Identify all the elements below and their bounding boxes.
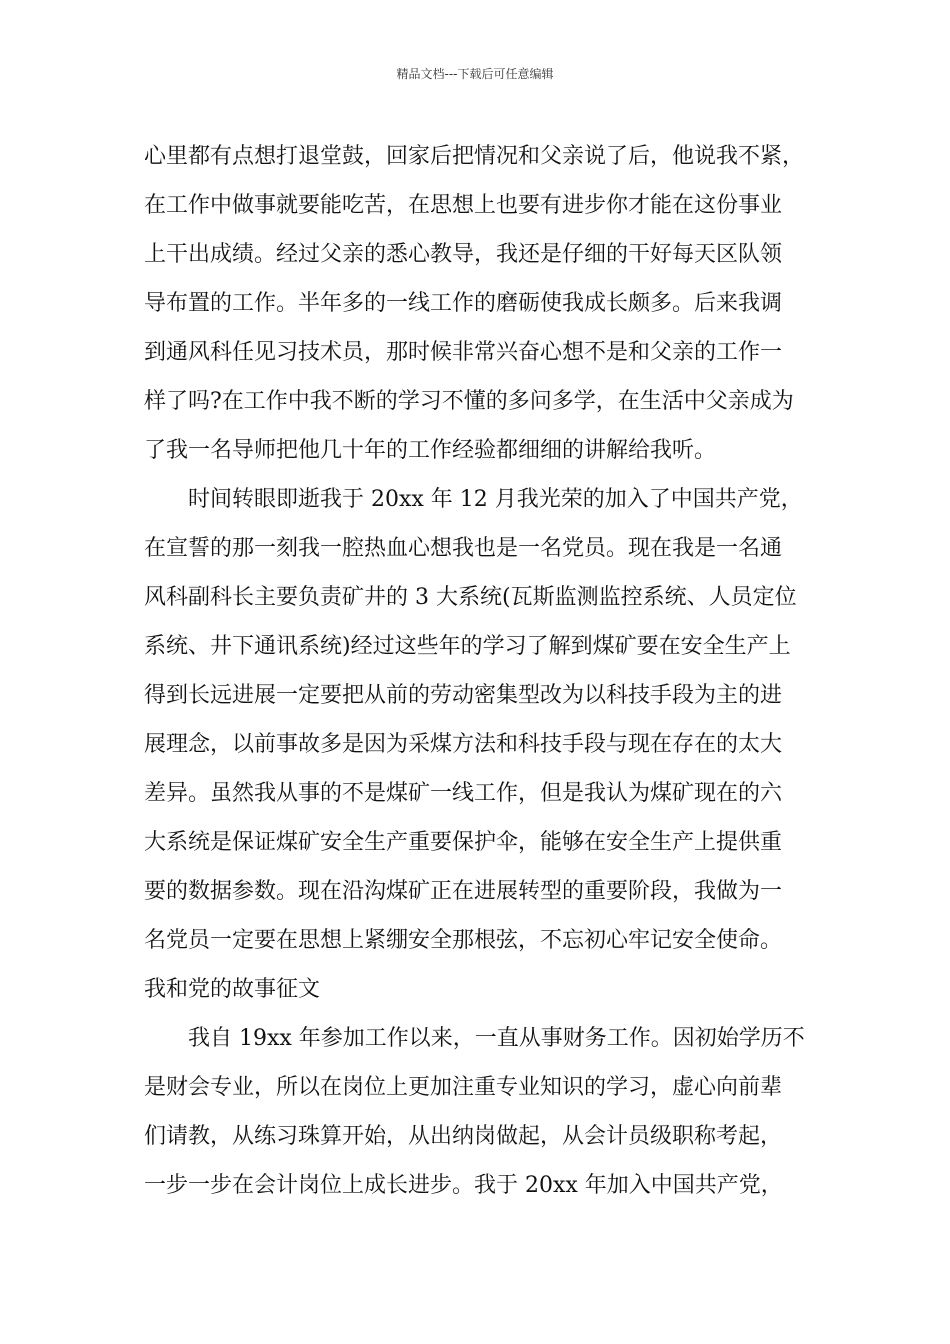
text-line: 得到长远进展一定要把从前的劳动密集型改为以科技手段为主的进 [144,683,783,708]
text-line: 导布置的工作。半年多的一线工作的磨砺使我成长颇多。后来我调 [144,291,783,316]
text-line: 大系统是保证煤矿安全生产重要保护伞，能够在安全生产上提供重 [144,830,783,855]
text-line: 在宣誓的那一刻我一腔热血心想我也是一名党员。现在我是一名通 [144,536,783,561]
text-line: 系统、井下通讯系统)经过这些年的学习了解到煤矿要在安全生产上 [144,634,791,659]
text-line: 一步一步在会计岗位上成长进步。我于 20xx 年加入中国共产党， [144,1173,783,1198]
text-line: 们请教，从练习珠算开始，从出纳岗做起，从会计员级职称考起， [144,1124,783,1149]
text-line: 名党员一定要在思想上紧绷安全那根弦，不忘初心牢记安全使命。 [144,928,783,953]
text-line: 要的数据参数。现在沿沟煤矿正在进展转型的重要阶段，我做为一 [144,879,783,904]
text-line: 风科副科长主要负责矿井的 3 大系统(瓦斯监测监控系统、人员定位 [144,585,797,610]
text-line: 我自 19xx 年参加工作以来，一直从事财务工作。因初始学历不 [188,1026,805,1051]
text-line: 是财会专业，所以在岗位上更加注重专业知识的学习，虚心向前辈 [144,1075,783,1100]
text-line: 到通风科任见习技术员，那时候非常兴奋心想不是和父亲的工作一 [144,340,783,365]
page-header: 精品文档---下载后可任意编辑 [396,67,554,81]
text-line: 展理念，以前事故多是因为采煤方法和科技手段与现在存在的太大 [144,732,783,757]
text-line: 在工作中做事就要能吃苦，在思想上也要有进步你才能在这份事业 [144,193,783,218]
text-line: 差异。虽然我从事的不是煤矿一线工作，但是我认为煤矿现在的六 [144,781,783,806]
text-line: 时间转眼即逝我于 20xx 年 12 月我光荣的加入了中国共产党， [188,487,803,512]
section-title: 我和党的故事征文 [144,977,321,1002]
text-line: 心里都有点想打退堂鼓，回家后把情况和父亲说了后，他说我不紧， [144,144,805,169]
document-body [144,132,834,1210]
text-line: 上干出成绩。经过父亲的悉心教导，我还是仔细的干好每天区队领 [144,242,783,267]
text-line: 了我一名导师把他几十年的工作经验都细细的讲解给我听。 [144,438,717,463]
text-line: 样了吗?在工作中我不断的学习不懂的多问多学，在生活中父亲成为 [144,389,794,414]
